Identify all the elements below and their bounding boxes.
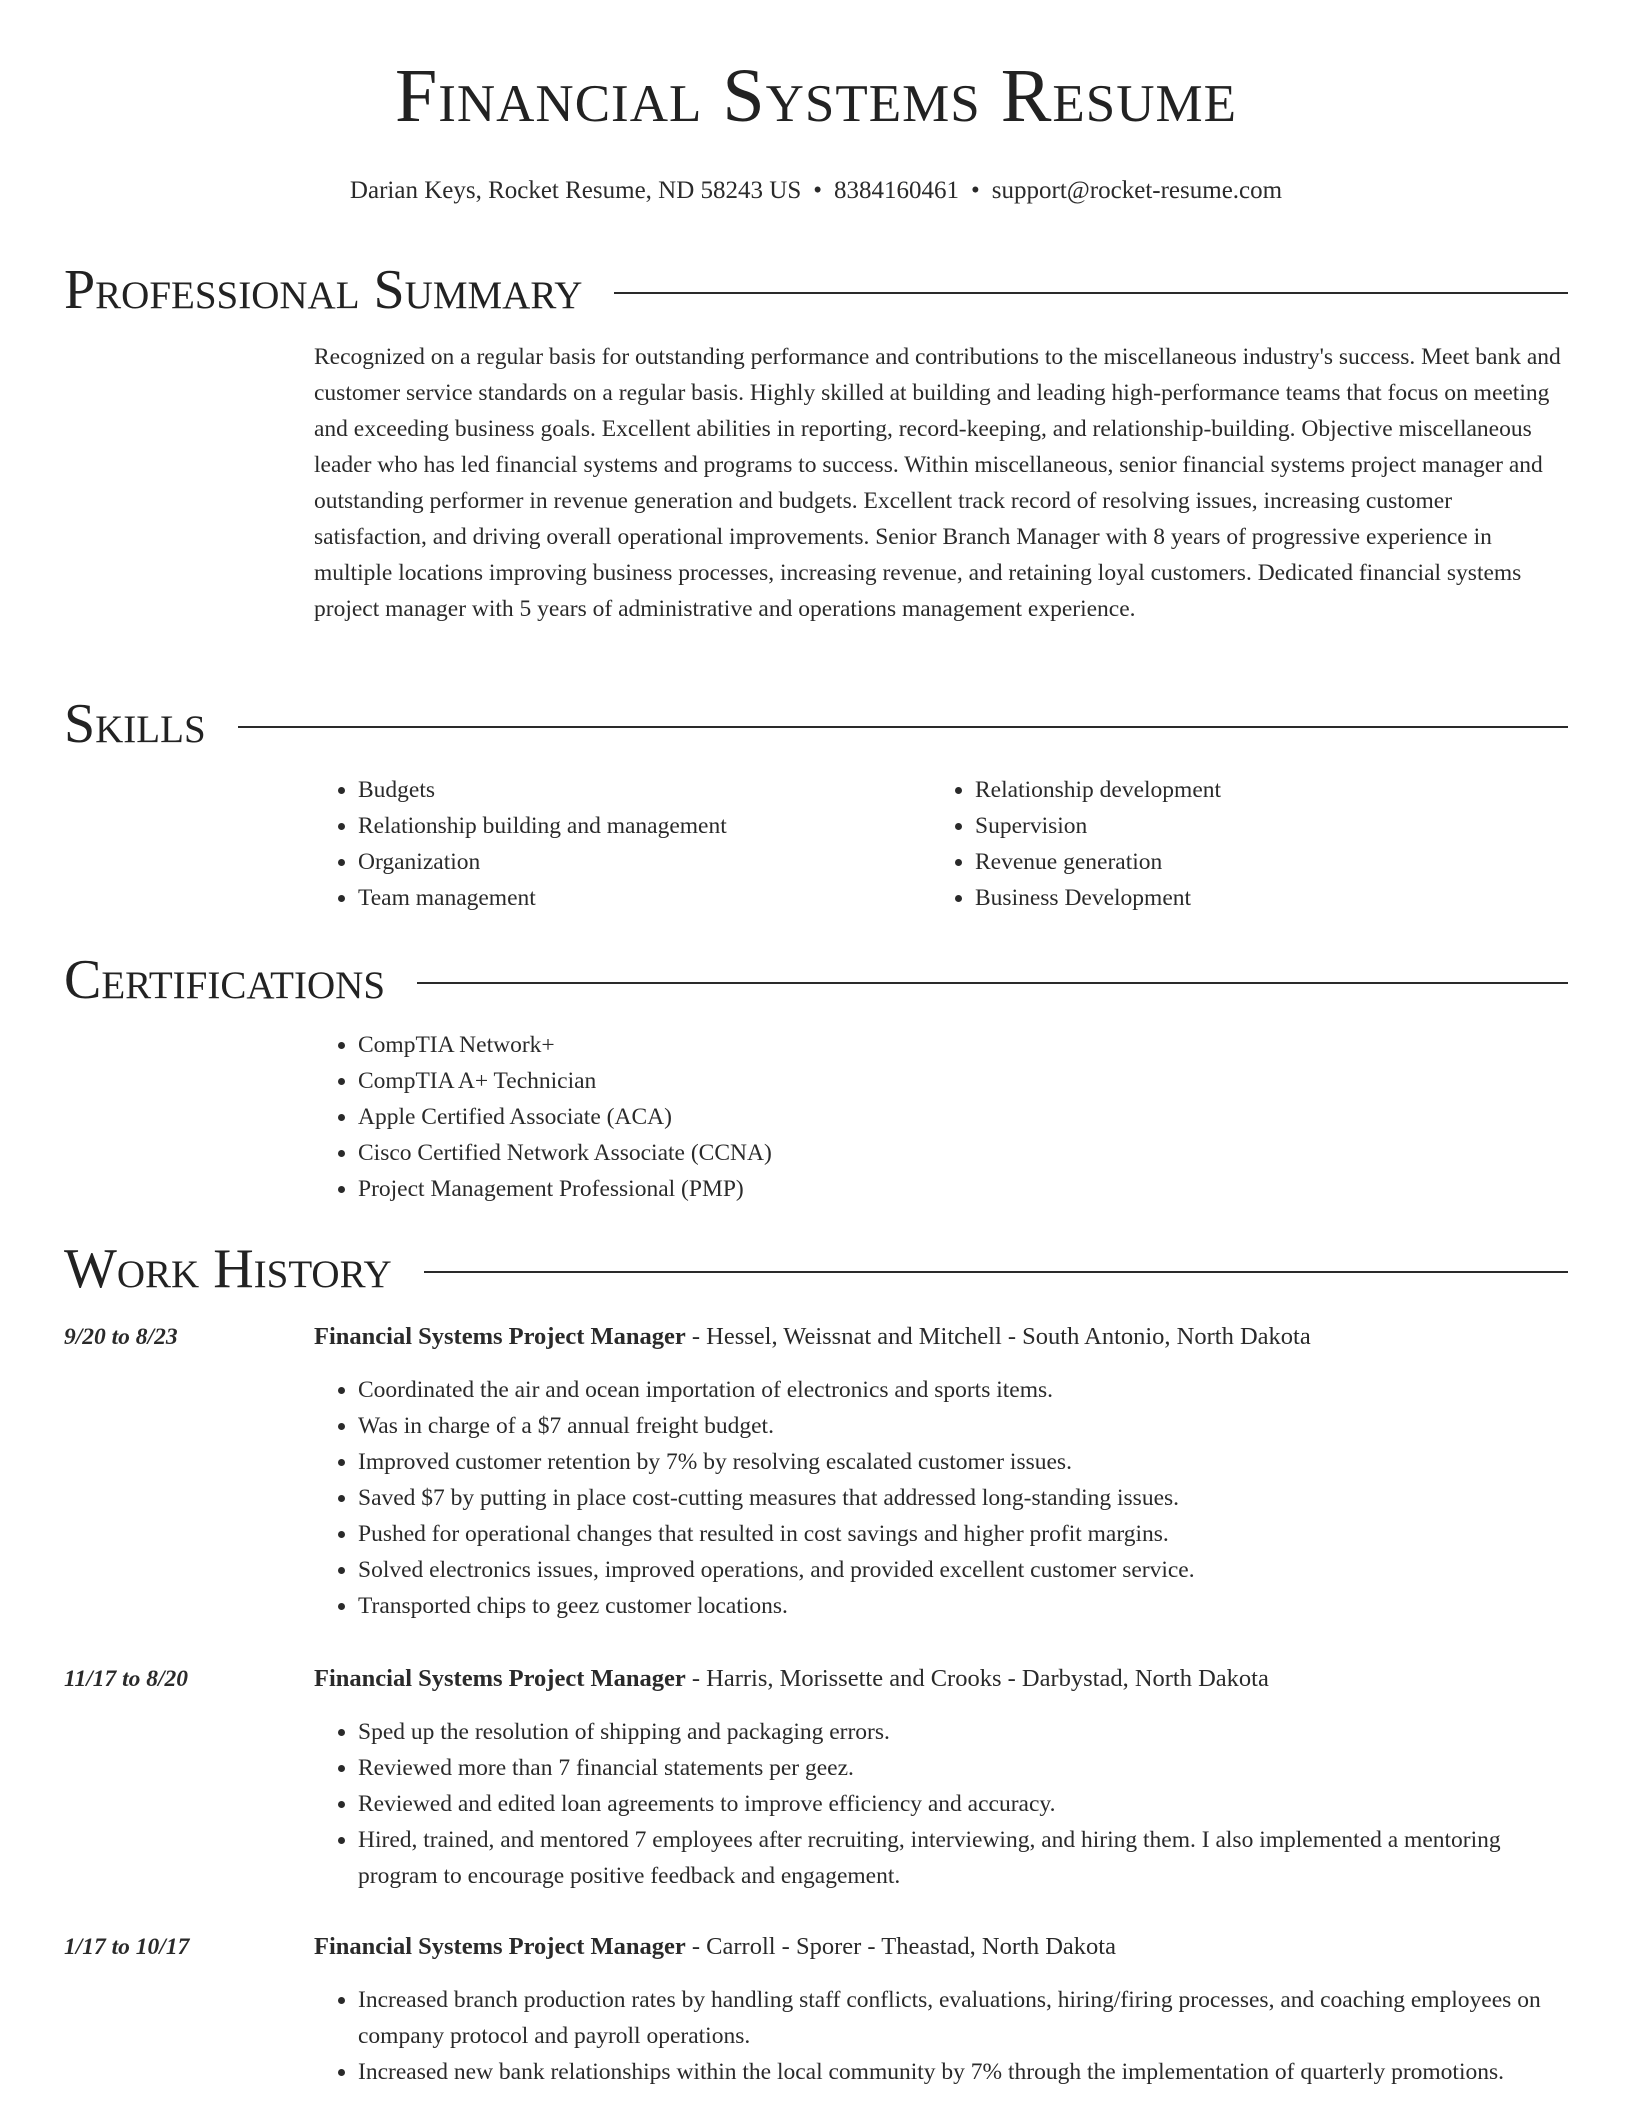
contact-separator: •: [971, 177, 980, 204]
section-header-skills: [64, 693, 1568, 755]
job-dates: 1/17 to 10/17: [64, 1934, 190, 1960]
job-employer: - Hessel, Weissnat and Mitchell - South Antonio, North Dakota: [685, 1323, 1311, 1350]
certification-item: • Cisco Certified Network Associate (CCNA): [358, 1135, 1570, 1171]
certification-item: • CompTIA A+ Technician: [358, 1063, 1570, 1099]
skill-item: • Budgets: [358, 772, 874, 808]
job-employer: - Harris, Morissette and Crooks - Darbystad, North Dakota: [685, 1665, 1269, 1692]
job-bullets: [314, 1714, 1570, 1894]
skill-item: • Business Development: [975, 880, 1491, 916]
skills-column-left: [314, 772, 874, 916]
job-bullet: • Improved customer retention by 7% by resolving escalated customer issues.: [358, 1444, 1570, 1480]
contact-line: [0, 176, 1632, 206]
job-bullet: • Sped up the resolution of shipping and packaging errors.: [358, 1714, 1570, 1750]
job-bullet: • Pushed for operational changes that resulted in cost savings and higher profit margins.: [358, 1516, 1570, 1552]
summary-paragraph: Recognized on a regular basis for outstanding performance and contributions to the miscellaneous industry's success. Meet bank and customer service standards on a regular basis. Highly skilled at building and leading high-performance teams that focus on meeting and exceeding business goals. Excellent abilities in reporting, record-keeping, and relationship-building. Objective miscellaneous leader who has led financial systems and programs to success. Within miscellaneous, senior financial systems project manager and outstanding performer in revenue generation and budgets. Excellent track record of resolving issues, increasing customer satisfaction, and driving overall operational improvements. Senior Branch Manager with 8 years of progressive experience in multiple locations improving business processes, increasing revenue, and retaining loyal customers. Dedicated financial systems project manager with 5 years of administrative and operations management experience.: [314, 344, 1561, 622]
resume-title: Financial Systems Resume: [394, 54, 1238, 138]
job-dates: 11/17 to 8/20: [64, 1666, 189, 1692]
job-bullet: • Was in charge of a $7 annual freight budget.: [358, 1408, 1570, 1444]
job-bullets: [314, 1982, 1570, 2090]
section-title-certifications: Certifications: [64, 949, 386, 1011]
job-role: Financial Systems Project Manager: [314, 1933, 686, 1960]
skill-item: • Supervision: [975, 808, 1491, 844]
certification-item: • Apple Certified Associate (ACA): [358, 1099, 1570, 1135]
job-dates: 9/20 to 8/23: [64, 1324, 178, 1350]
section-divider: [417, 982, 1568, 984]
section-title-work-history: Work History: [64, 1238, 392, 1300]
section-divider: [614, 292, 1568, 294]
contact-name-address: Darian Keys, Rocket Resume, ND 58243 US: [349, 177, 802, 204]
section-header-summary: [64, 259, 1568, 321]
job-bullet: • Saved $7 by putting in place cost-cutting measures that addressed long-standing issues.: [358, 1480, 1570, 1516]
job-bullet: • Reviewed and edited loan agreements to improve efficiency and accuracy.: [358, 1786, 1570, 1822]
job-title-line: [314, 1319, 1570, 1355]
skill-item: • Team management: [358, 880, 874, 916]
job-bullet: • Hired, trained, and mentored 7 employees after recruiting, interviewing, and hiring them. I also implemented a mentoring program to encourage positive feedback and engagement.: [358, 1822, 1570, 1894]
contact-email[interactable]: support@rocket-resume.com: [991, 177, 1283, 204]
job-role: Financial Systems Project Manager: [314, 1665, 686, 1692]
job-employer: - Carroll - Sporer - Theastad, North Dakota: [685, 1933, 1116, 1960]
job-bullet: • Reviewed more than 7 financial statements per geez.: [358, 1750, 1570, 1786]
contact-phone: 8384160461: [834, 177, 960, 204]
job-role: Financial Systems Project Manager: [314, 1323, 686, 1350]
job-bullet: • Increased new bank relationships within the local community by 7% through the implementation of quarterly promotions.: [358, 2054, 1570, 2090]
job-bullet: • Increased branch production rates by handling staff conflicts, evaluations, hiring/firing processes, and coaching employees on company protocol and payroll operations.: [358, 1982, 1570, 2054]
job-bullets: [314, 1372, 1570, 1624]
job-title-line: [314, 1929, 1570, 1965]
skills-column-right: [931, 772, 1491, 916]
skill-item: • Relationship development: [975, 772, 1491, 808]
skill-item: • Relationship building and management: [358, 808, 874, 844]
section-divider: [424, 1271, 1568, 1273]
section-title-summary: Professional Summary: [64, 259, 583, 321]
certification-item: • Project Management Professional (PMP): [358, 1171, 1570, 1207]
skill-item: • Organization: [358, 844, 874, 880]
certification-item: • CompTIA Network+: [358, 1027, 1570, 1063]
contact-separator: •: [813, 177, 823, 204]
section-title-skills: Skills: [64, 693, 206, 755]
job-bullet: • Transported chips to geez customer locations.: [358, 1588, 1570, 1624]
section-header-work-history: [64, 1238, 1568, 1300]
job-bullet: • Coordinated the air and ocean importation of electronics and sports items.: [358, 1372, 1570, 1408]
certifications-list: [314, 1027, 1570, 1207]
section-header-certifications: [64, 949, 1568, 1011]
job-bullet: • Solved electronics issues, improved operations, and provided excellent customer service.: [358, 1552, 1570, 1588]
skill-item: • Revenue generation: [975, 844, 1491, 880]
job-title-line: [314, 1661, 1570, 1697]
section-divider: [238, 726, 1568, 728]
